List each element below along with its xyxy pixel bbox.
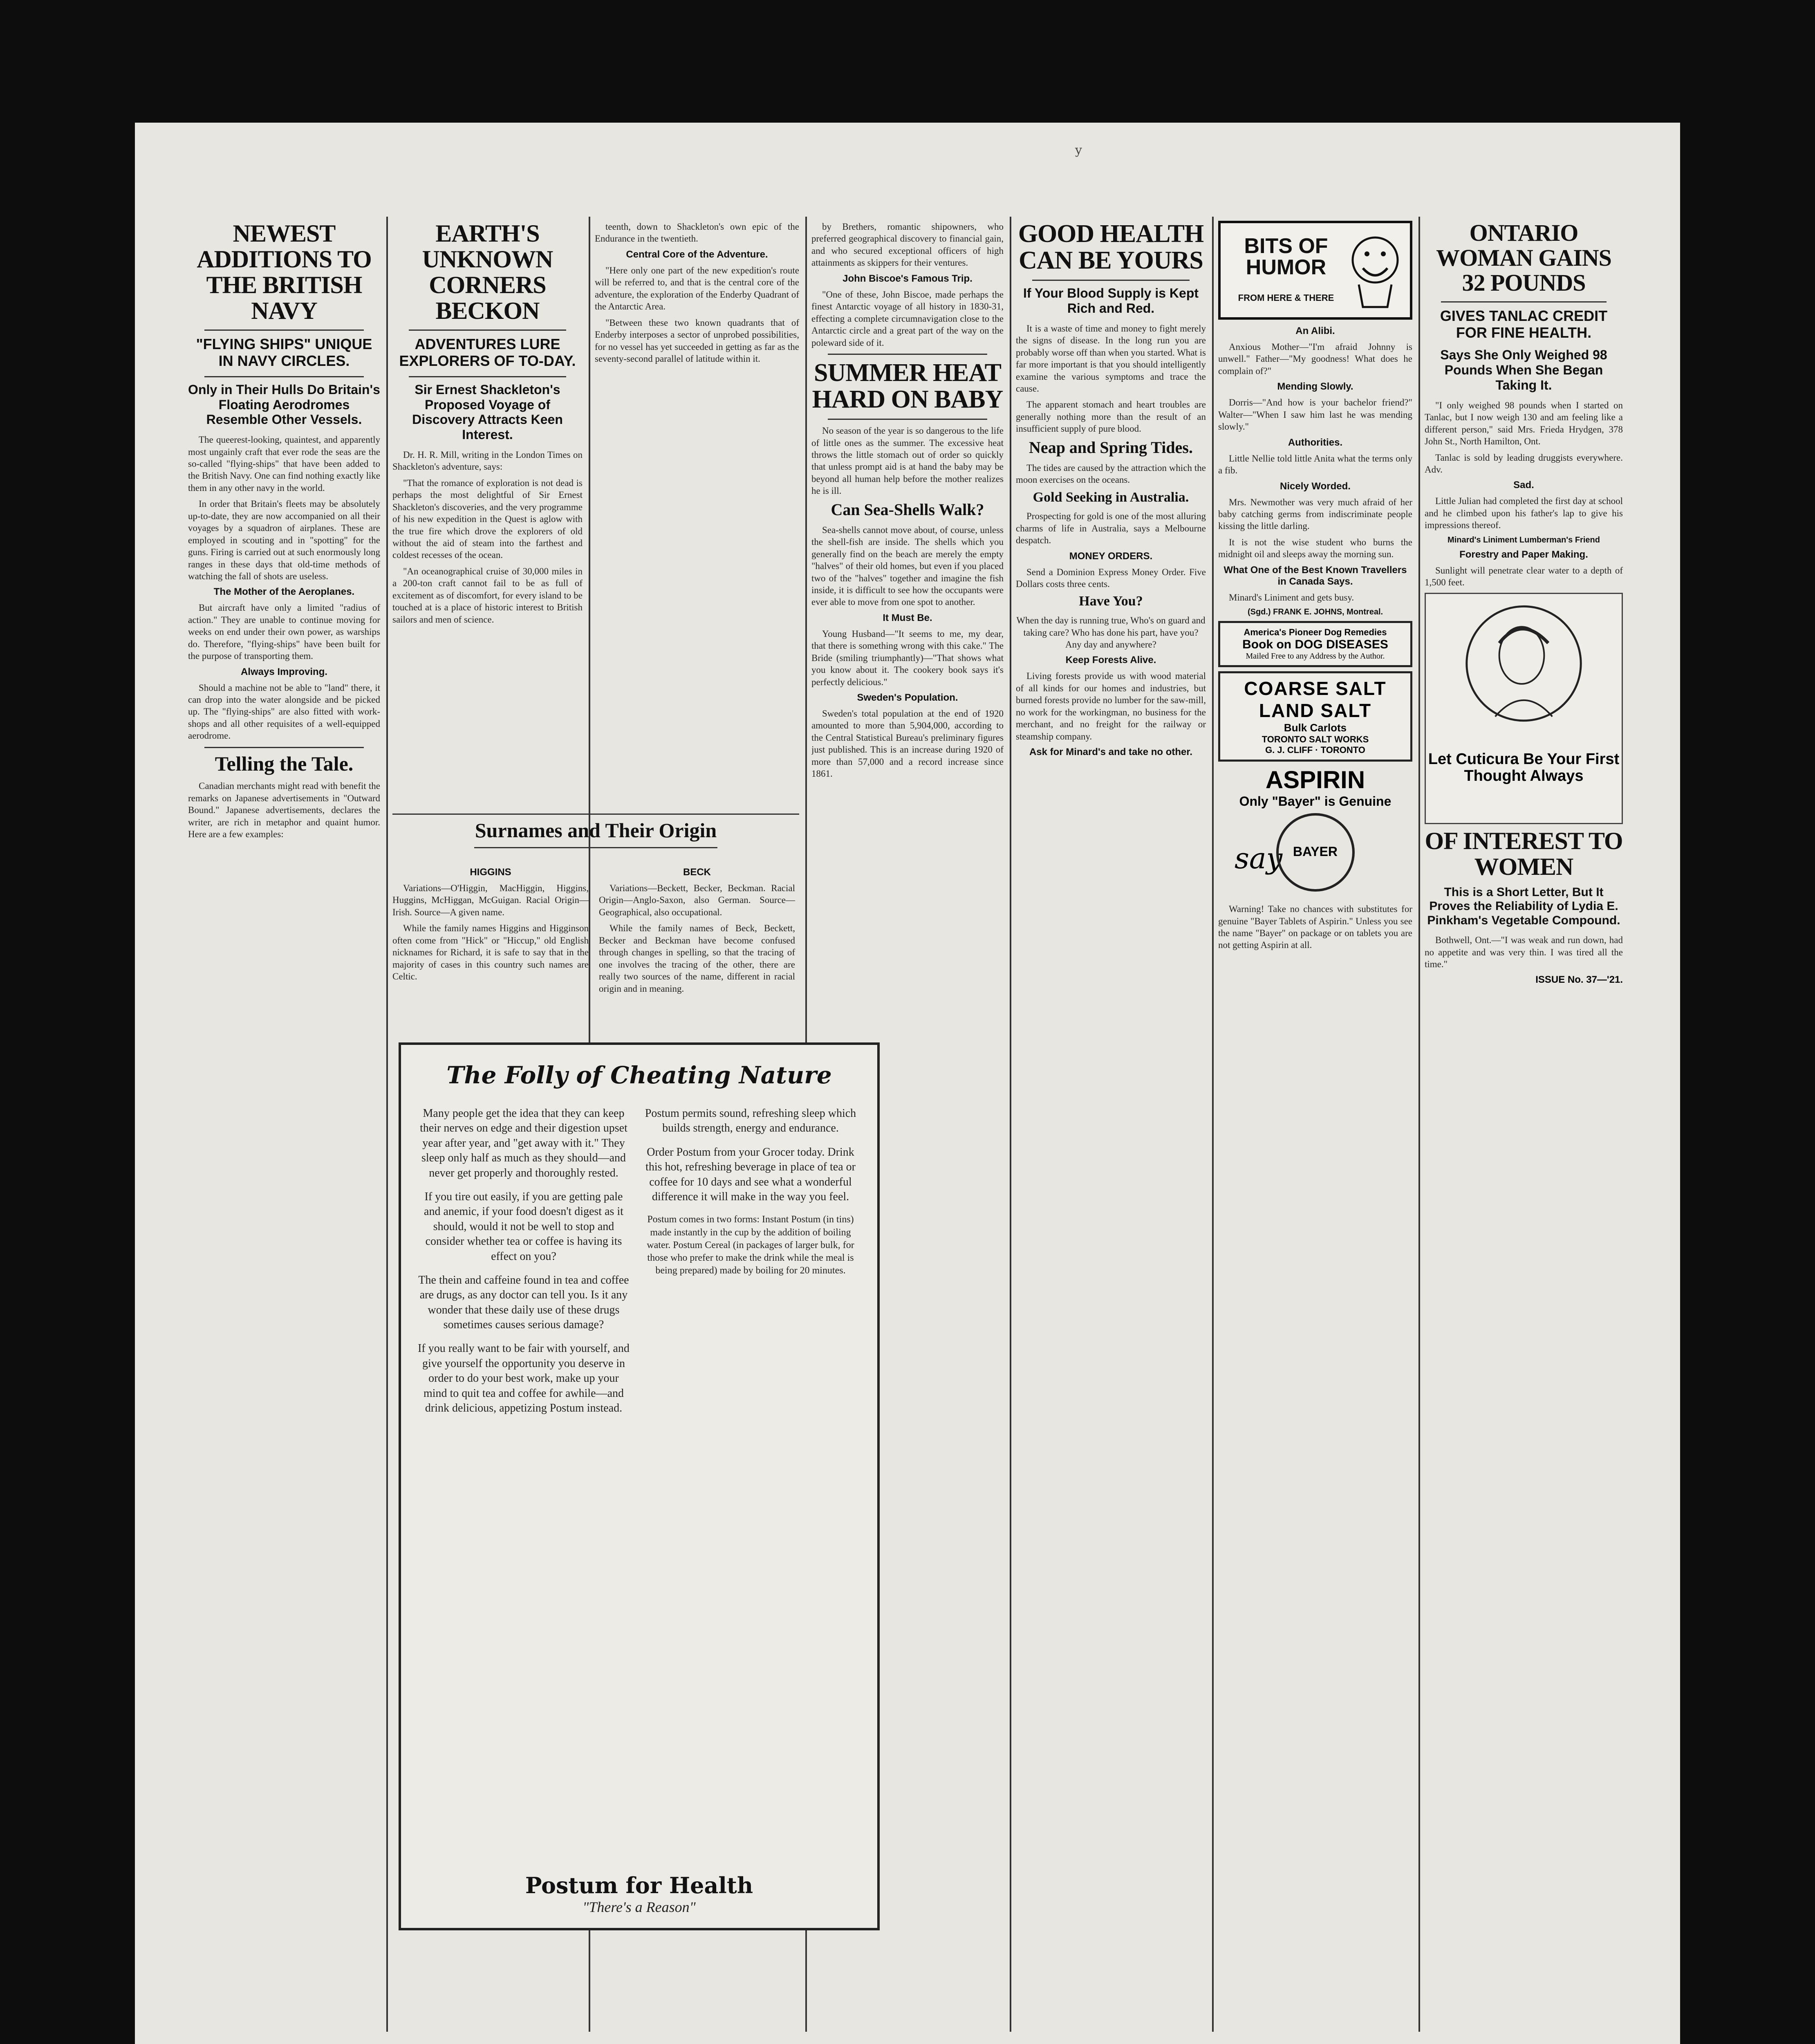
- subhead-mother-of-aeroplanes: The Mother of the Aeroplanes.: [213, 586, 355, 598]
- subhead-central-core: Central Core of the Adventure.: [626, 249, 768, 260]
- article-paragraph: In order that Britain's fleets may be absolutely up-to-date, they are now accompanied on all their voyages by a squadron of airplanes. These are employed in scouting and in "spotting" for the guns. Firing is carried out at such enormously long ranges in these days that old-time methods of watching the fall of shots are useless.: [188, 499, 380, 581]
- joke-text: Mrs. Newmother was very much afraid of her baby catching germs from indiscriminate people kissing the little darling.: [1218, 497, 1412, 531]
- article-paragraph: "Here only one part of the new expedition's route will be referred to, and that is the central core of the adventure, the exploration of the Enderby Quadrant of the Antarctic Area.: [595, 265, 799, 312]
- article-paragraph: The apparent stomach and heart troubles are generally nothing more than the result of an insufficient supply of pure blood.: [1016, 399, 1206, 434]
- postum-tagline: "There's a Reason": [583, 1899, 696, 1915]
- aspirin-say: say: [1235, 842, 1283, 876]
- aspirin-text: Warning! Take no chances with substitutes for genuine "Bayer Tablets of Aspirin." Unless you see the name "Bayer" on package or on tablets you are not getting Aspirin at all.: [1218, 904, 1412, 950]
- headline-good-health: GOOD HEALTH CAN BE YOURS: [1018, 221, 1204, 275]
- dog-ad-book: Book on DOG DISEASES: [1242, 638, 1388, 652]
- article-paragraph: Sea-shells cannot move about, of course, unless the shell-fish are inside. The shells which you generally find on the beach are merely the empty "halves" of their old homes, but even if you placed two of the "halves" together and imagine the fish inside, it is difficult to see how the occupants were ever able to move from one spot to another.: [811, 524, 1004, 607]
- article-paragraph: teenth, down to Shackleton's own epic of the Endurance in the twentieth.: [595, 222, 799, 244]
- dek-98-pounds: Says She Only Weighed 98 Pounds When She Began Taking It.: [1440, 347, 1607, 393]
- testimonial-text: Minard's Liniment and gets busy.: [1229, 592, 1354, 603]
- salt-ad-line: COARSE SALT: [1244, 678, 1387, 699]
- article-paragraph: Sunlight will penetrate clear water to a depth of 1,500 feet.: [1425, 565, 1623, 588]
- subhead-money-orders: MONEY ORDERS.: [1069, 550, 1153, 562]
- postum-text: Postum permits sound, refreshing sleep which builds strength, energy and endurance.: [645, 1107, 856, 1135]
- postum-brand: Postum for Health: [525, 1872, 753, 1898]
- subhead-sweden: Sweden's Population.: [857, 692, 958, 703]
- column-rule: [386, 217, 388, 2032]
- article-paragraph: Sweden's total population at the end of 1920 amounted to more than 5,904,000, according to the Central Statistical Bureau's preliminary figures just published. This is an increase during 1920 of more than 57,000 and a record increase since 1861.: [811, 708, 1004, 779]
- article-paragraph: Little Julian had completed the first day at school and he climbed upon his father's lap to give his impressions thereof.: [1425, 496, 1623, 531]
- article-paragraph: Bothwell, Ont.—"I was weak and run down, had no appetite and was very thin. I was tired all the time.": [1425, 935, 1623, 970]
- dek-tanlac: GIVES TANLAC CREDIT FOR FINE HEALTH.: [1440, 307, 1608, 341]
- minards-footer: Ask for Minard's and take no other.: [1029, 746, 1193, 758]
- humor-title: BITS OF HUMOR: [1244, 234, 1328, 279]
- page-mark: y: [1075, 143, 1082, 157]
- article-paragraph: "I only weighed 98 pounds when I started on Tanlac, but I now weigh 130 and am feeling like a different person," said Mrs. Frieda Hrydgen, 378 John St., North Hamilton, Ont.: [1425, 400, 1623, 447]
- subhead-authorities: Authorities.: [1288, 437, 1343, 448]
- headline-of-interest: OF INTEREST TO WOMEN: [1425, 827, 1623, 880]
- surname-text: While the family names Higgins and Higginson often come from "Hick" or "Hiccup," old English nicknames for Richard, it is safe to say that in the majority of cases in this country such names are Celtic.: [392, 923, 589, 982]
- postum-advertisement: [399, 1042, 880, 1930]
- article-paragraph: Living forests provide us with wood material of all kinds for our homes and industries, but burned forests provide no lumber for the saw-mill, no work for the workingman, no business for the merchant, and no freight for the railway or steamship company.: [1016, 671, 1206, 742]
- column-rule: [1418, 217, 1420, 2032]
- headline-surnames: Surnames and Their Origin: [475, 819, 717, 842]
- column-explorers-cont: [595, 221, 799, 801]
- article-paragraph: by Brethers, romantic shipowners, who preferred geographical discovery to financial gain, and who secured exceptional officers of high attainments as skippers for their ventures.: [811, 222, 1004, 268]
- column-humor-ads: [1218, 221, 1412, 2036]
- aspirin-title: ASPIRIN: [1265, 766, 1365, 794]
- joke-text: It is not the wise student who burns the midnight oil and sleeps away the morning sun.: [1218, 537, 1412, 560]
- dek-shackleton: Sir Ernest Shackleton's Proposed Voyage of Discovery Attracts Keen Interest.: [412, 382, 563, 442]
- laughing-face-icon: [1347, 227, 1404, 309]
- subhead-always-improving: Always Improving.: [240, 666, 328, 677]
- article-paragraph: No season of the year is so dangerous to the life of little ones as the summer. The excessive heat throws the little stomach out of order so quickly that unless prompt aid is at hand the baby may be beyond all human help before the mother realizes he is ill.: [811, 426, 1004, 496]
- salt-ad-line: Bulk Carlots: [1284, 722, 1347, 734]
- dog-remedies-ad: [1218, 621, 1412, 667]
- issue-number: ISSUE No. 37—'21.: [1535, 974, 1623, 986]
- headline-british-navy: NEWEST ADDITIONS TO THE BRITISH NAVY: [197, 221, 372, 324]
- postum-text: If you tire out easily, if you are getting pale and anemic, if your food doesn't digest as it should, would it not be well to stop and consider whether tea or coffee is having its effect on you?: [424, 1190, 623, 1263]
- article-paragraph: "An oceanographical cruise of 30,000 miles in a 200-ton craft cannot fail to be as full of excitement as of discomfort, for every island to be touched at is a place of historic interest to British sailors and men of science.: [392, 566, 583, 625]
- postum-text: Postum comes in two forms: Instant Postum (in tins) made instantly in the cup by the addition of boiling water. Postum Cereal (in packages of larger bulk, for those who prefer to make the drink while the meal is being prepared) made by boiling for 20 minutes.: [647, 1214, 854, 1276]
- surname-details: Variations—O'Higgin, MacHiggin, Higgins, Huggins, McHiggan, McGuigan. Racial Origin—Irish. Source—A given name.: [392, 883, 589, 917]
- postum-text: If you really want to be fair with yourself, and give yourself the opportunity you deserve in order to do your best work, make up your mind to quit tea and coffee for awhile—and drink delicious, appetizing Postum instead.: [418, 1342, 630, 1415]
- bayer-cross-logo: [1276, 813, 1355, 892]
- article-paragraph: Prospecting for gold is one of the most alluring charms of life in Australia, says a Melbourne despatch.: [1016, 511, 1206, 546]
- article-paragraph: "One of these, John Biscoe, made perhaps the finest Antarctic voyage of all history in 1830-31, effecting a complete circumnavigation close to the Antarctic circle and a great part of the way on the poleward side of it.: [811, 289, 1004, 348]
- column-rule: [1212, 217, 1214, 2032]
- subhead-have-you: Have You?: [1079, 594, 1143, 609]
- subhead-forestry: Forestry and Paper Making.: [1459, 549, 1588, 560]
- postum-text: The thein and caffeine found in tea and coffee are drugs, as any doctor can tell you. Is it any wonder that these daily use of these drugs sometimes causes serious damage?: [418, 1273, 629, 1331]
- article-paragraph: Tanlac is sold by leading druggists everywhere. Adv.: [1425, 452, 1623, 475]
- subhead-alibi: An Alibi.: [1295, 325, 1335, 336]
- column-baby-shells: [811, 221, 1004, 2036]
- article-paragraph: But aircraft have only a limited "radius of action." They are unable to continue moving for weeks on end under their own power, as warships do. Therefore, "flying-ships" have been built for the purpose of transporting them.: [188, 603, 380, 661]
- subhead-sad: Sad.: [1513, 480, 1534, 491]
- humor-banner: [1218, 221, 1412, 320]
- subhead-mending: Mending Slowly.: [1277, 381, 1353, 392]
- headline-earths-unknown: EARTH'S UNKNOWN CORNERS BECKON: [422, 221, 553, 324]
- column-rule: [1010, 217, 1011, 2032]
- joke-text: Little Nellie told little Anita what the terms only a fib.: [1218, 453, 1412, 476]
- article-paragraph: Canadian merchants might read with benefit the remarks on Japanese advertisements in "Outward Bound." Japanese advertisements, declares the writer, are rich in metaphor and quaint humor. Here are a few examples:: [188, 781, 380, 840]
- article-paragraph: It is a waste of time and money to fight merely the signs of disease. In the long run you are probably worse off than when you started. What is far more important is that you should intelligently examine the various symptoms and trace the cause.: [1016, 323, 1206, 394]
- cuticura-headline: Let Cuticura Be Your First Thought Always: [1428, 750, 1620, 785]
- column-good-health: [1016, 221, 1206, 2036]
- subhead-neap-tides: Neap and Spring Tides.: [1029, 438, 1193, 457]
- article-paragraph: The tides are caused by the attraction which the moon exercises on the oceans.: [1016, 462, 1206, 485]
- poem: When the day is running true, Who's on guard and taking care? Who has done his part, have you? Any day and anywhere?: [1016, 615, 1206, 650]
- salt-ad-line: TORONTO SALT WORKS: [1262, 734, 1369, 745]
- subhead-nicely-worded: Nicely Worded.: [1280, 480, 1351, 492]
- subhead-sea-shells: Can Sea-Shells Walk?: [831, 500, 984, 519]
- aspirin-ad: [1218, 766, 1412, 951]
- dog-ad-text: Mailed Free to any Address by the Author.: [1246, 652, 1385, 661]
- dek-rich-red-blood: If Your Blood Supply is Kept Rich and Red.: [1023, 286, 1199, 316]
- dek-flying-ships: "FLYING SHIPS" UNIQUE IN NAVY CIRCLES.: [196, 336, 372, 370]
- joke-text: Anxious Mother—"I'm afraid Johnny is unwell." Father—"My goodness! What does he complain of?": [1218, 342, 1412, 376]
- article-paragraph: Send a Dominion Express Money Order. Five Dollars costs three cents.: [1016, 567, 1206, 589]
- cuticura-ad: [1425, 593, 1623, 824]
- surname-details: Variations—Beckett, Becker, Beckman. Racial Origin—Anglo-Saxon, also German. Source—Geographical, also occupational.: [599, 883, 795, 917]
- article-paragraph: The queerest-looking, quaintest, and apparently most ungainly craft that ever rode the seas are the so-called "flying-ships" that have been added to the British Navy. One can find nothing exactly like them in any other navy in the world.: [188, 435, 380, 493]
- article-paragraph: "Between these two known quadrants that of Enderby interposes a sector of unprobed possibilities, for no vessel has yet succeeded in getting as far as the seventy-second parallel of latitude within it.: [595, 317, 799, 364]
- bayer-logo-text: BAYER: [1293, 844, 1338, 859]
- newspaper-page: [135, 123, 1680, 2044]
- surnames-section: [392, 814, 799, 1030]
- headline-summer-heat: SUMMER HEAT HARD ON BABY: [812, 359, 1003, 414]
- dek-adventures: ADVENTURES LURE EXPLORERS OF TO-DAY.: [399, 336, 576, 370]
- dog-ad-title: America's Pioneer Dog Remedies: [1244, 627, 1387, 638]
- humor-subtitle: FROM HERE & THERE: [1238, 293, 1334, 303]
- postum-tagline-block: [401, 1872, 877, 1916]
- article-paragraph: Young Husband—"It seems to me, my dear, that there is something wrong with this cake." The Bride (smiling triumphantly)—"That shows what you know about it. The cookery book says it's perfectly delicious.": [811, 628, 1004, 687]
- salt-ad-line: LAND SALT: [1259, 700, 1372, 722]
- subhead-travellers: What One of the Best Known Travellers in Canada Says.: [1223, 564, 1407, 587]
- postum-headline: The Folly of Cheating Nature: [446, 1061, 832, 1089]
- minards-lumberman: Minard's Liniment Lumberman's Friend: [1448, 535, 1600, 545]
- headline-telling-the-tale: Telling the Tale.: [215, 752, 354, 775]
- salt-ad-line: G. J. CLIFF · TORONTO: [1265, 745, 1365, 755]
- column-navy: [188, 221, 380, 2036]
- postum-left-column: [417, 1106, 630, 1425]
- joke-text: Dorris—"And how is your bachelor friend?" Walter—"When I saw him last he was mending slowly.": [1218, 397, 1412, 432]
- dek-floating-aerodromes: Only in Their Hulls Do Britain's Floating Aerodromes Resemble Other Vessels.: [188, 382, 380, 427]
- salt-ad: [1218, 671, 1412, 762]
- surname-text: While the family names of Beck, Beckett, Becker and Beckman have become confused through changes in spelling, so that the tracing of one involves the tracing of the other, there are really two sources of the name, different in racial origin and in meaning.: [599, 923, 795, 994]
- woman-portrait-illustration: [1426, 594, 1622, 749]
- article-paragraph: Dr. H. R. Mill, writing in the London Times on Shackleton's adventure, says:: [392, 449, 583, 472]
- aspirin-subtitle: Only "Bayer" is Genuine: [1239, 794, 1392, 809]
- subhead-gold-seeking: Gold Seeking in Australia.: [1033, 489, 1189, 505]
- dek-pinkham: This is a Short Letter, But It Proves the Reliability of Lydia E. Pinkham's Vegetable Compound.: [1427, 885, 1620, 927]
- testimonial-signature: (Sgd.) FRANK E. JOHNS, Montreal.: [1247, 607, 1383, 617]
- subhead-biscoe: John Biscoe's Famous Trip.: [843, 273, 972, 284]
- article-paragraph: "That the romance of exploration is not dead is perhaps the most delightful of Sir Ernest Shackleton's discoveries, and the very programme of his new expedition in the Quest is aglow with the true fire which drove the explorers of old without the aid of steam into the farthest and coldest recesses of the ocean.: [392, 477, 583, 560]
- postum-text: Many people get the idea that they can keep their nerves on edge and their digestion upset year after year, and "get away with it." They sleep only half as much as they should—and never get properly and thoroughly rested.: [420, 1107, 627, 1179]
- column-tanlac-pinkham: [1425, 221, 1623, 2036]
- subhead-it-must-be: It Must Be.: [883, 612, 932, 623]
- article-paragraph: Should a machine not be able to "land" there, it can drop into the water alongside and be picked up. The "flying-ships" are also fitted with work-shops and all other requisites of a well-equipped aerodrome.: [188, 682, 380, 741]
- surname-title-higgins: HIGGINS: [470, 867, 511, 878]
- postum-text: Order Postum from your Grocer today. Drink this hot, refreshing beverage in place of tea or coffee for 10 days and see what a wonderful difference it will make in the way you feel.: [645, 1145, 856, 1203]
- subhead-keep-forests: Keep Forests Alive.: [1065, 654, 1156, 666]
- headline-ontario-woman: ONTARIO WOMAN GAINS 32 POUNDS: [1436, 221, 1611, 296]
- surname-title-beck: BECK: [683, 867, 711, 878]
